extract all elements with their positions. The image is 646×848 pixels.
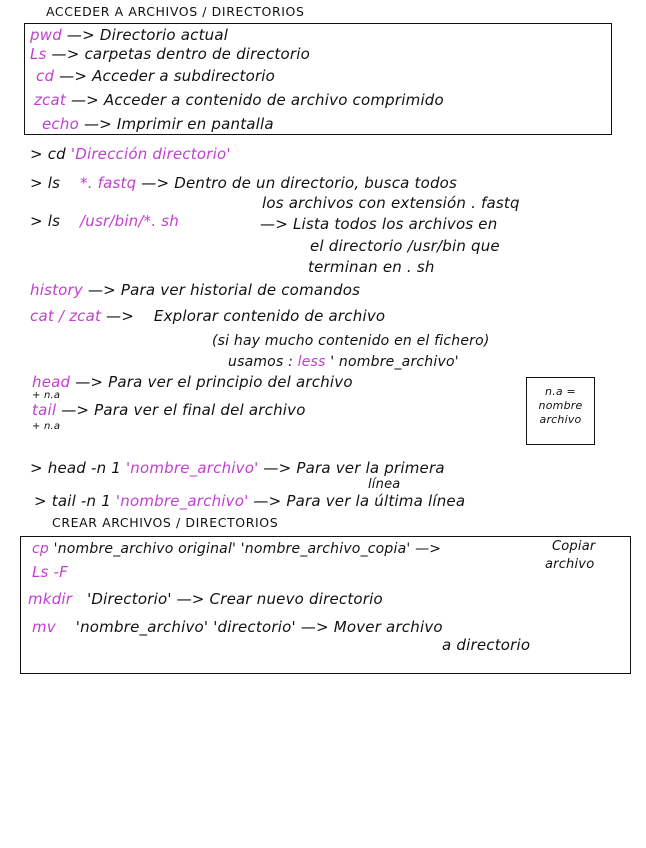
- cmd-row-ls-f: [32, 565, 68, 580]
- cmd-desc: Mover archivo: [333, 618, 443, 636]
- cmd-name: cd: [36, 67, 55, 85]
- arrow: —>: [263, 459, 292, 477]
- cmd-name: tail: [32, 401, 57, 419]
- cmd-row-cat: [30, 309, 385, 324]
- cmd-name: cp: [32, 541, 49, 557]
- arrow: —>: [415, 541, 442, 557]
- example-arg: *. fastq: [80, 174, 137, 192]
- cat-note1: (si hay mucho contenido en el fichero): [212, 333, 490, 349]
- arrow: —>: [83, 115, 112, 133]
- cmd-row-tail: [32, 403, 306, 418]
- cmd-name: head: [32, 373, 71, 391]
- example-cd: [30, 147, 231, 162]
- cmd-name: history: [30, 281, 83, 299]
- example-desc: Lista todos los archivos en: [292, 215, 498, 233]
- cmd-args: 'nombre_archivo' 'directorio': [75, 618, 296, 636]
- note-prefix: usamos :: [228, 354, 294, 370]
- cmd-row-history: [30, 283, 360, 298]
- arrow: —>: [87, 281, 116, 299]
- example-arg: 'nombre_archivo': [125, 459, 259, 477]
- cmd-args: 'Directorio': [87, 590, 172, 608]
- example-desc: Dentro de un directorio, busca todos: [174, 174, 458, 192]
- cmd-name: echo: [42, 115, 79, 133]
- cmd-args: 'nombre_archivo original' 'nombre_archivo_copia': [53, 541, 411, 557]
- arrow: —>: [66, 26, 95, 44]
- note-arg: ' nombre_archivo': [330, 354, 459, 370]
- legend-line3: archivo: [539, 413, 582, 426]
- cmd-name: Ls -F: [32, 563, 68, 581]
- arrow: —>: [176, 590, 205, 608]
- cmd-row-pwd: [30, 28, 228, 43]
- example-prefix: > ls: [30, 174, 61, 192]
- arrow: —>: [61, 401, 90, 419]
- example-ls-fastq-desc2: los archivos con extensión . fastq: [262, 194, 520, 212]
- legend-line2: nombre: [538, 399, 583, 412]
- example-tail: [34, 494, 465, 509]
- arrow: —>: [141, 174, 170, 192]
- example-prefix: > cd: [30, 145, 66, 163]
- example-ls-usrbin: [30, 214, 179, 229]
- arrow: —>: [75, 373, 104, 391]
- cmd-row-cp: [32, 542, 441, 556]
- example-prefix: > ls: [30, 212, 61, 230]
- example-arg: 'nombre_archivo': [115, 492, 249, 510]
- cmd-name: zcat: [34, 91, 66, 109]
- cmd-row-mv: [32, 620, 443, 635]
- cmd-desc: Crear nuevo directorio: [209, 590, 383, 608]
- cmd-desc: Explorar contenido de archivo: [153, 307, 386, 325]
- cmd-name: Ls: [30, 45, 47, 63]
- cat-note2: [228, 355, 459, 369]
- example-head: [30, 461, 445, 476]
- cp-desc1: Copiar: [552, 539, 596, 554]
- example-arg: 'Dirección directorio': [70, 145, 231, 163]
- example-prefix: > head -n 1: [30, 459, 121, 477]
- arrow: —>: [253, 492, 282, 510]
- example-desc: Para ver la última línea: [286, 492, 466, 510]
- example-ls-usrbin-desc2: el directorio /usr/bin que: [310, 237, 500, 255]
- example-ls-usrbin-desc: [260, 217, 497, 232]
- cmd-desc: Para ver el principio del archivo: [108, 373, 353, 391]
- cmd-desc: Acceder a contenido de archivo comprimido: [103, 91, 444, 109]
- example-ls-usrbin-desc3: terminan en . sh: [308, 258, 435, 276]
- mv-desc2: a directorio: [442, 636, 531, 654]
- arrow: —>: [260, 215, 288, 233]
- note-cmd: less: [297, 354, 326, 370]
- cmd-desc: Para ver el final del archivo: [94, 401, 306, 419]
- legend-line1: n.a =: [545, 385, 576, 398]
- cmd-name: mkdir: [28, 590, 73, 608]
- section-title-create: CREAR ARCHIVOS / DIRECTORIOS: [52, 515, 279, 530]
- arrow: —>: [51, 45, 80, 63]
- arrow: —>: [70, 91, 99, 109]
- tail-sub: + n.a: [32, 421, 61, 432]
- cmd-row-mkdir: [28, 592, 383, 607]
- example-ls-fastq: [30, 176, 457, 191]
- cmd-row-zcat: [34, 93, 444, 108]
- cmd-desc: Acceder a subdirectorio: [92, 67, 276, 85]
- arrow: —>: [300, 618, 329, 636]
- example-desc: Para ver la primera: [296, 459, 445, 477]
- cmd-name: pwd: [30, 26, 62, 44]
- head-sub: + n.a: [32, 390, 61, 401]
- cmd-row-head: [32, 375, 353, 390]
- cmd-desc: Imprimir en pantalla: [116, 115, 274, 133]
- cmd-name: mv: [32, 618, 56, 636]
- cmd-row-cd: [36, 69, 275, 84]
- cmd-name: cat / zcat: [30, 307, 102, 325]
- cmd-desc: Directorio actual: [99, 26, 229, 44]
- cmd-row-echo: [42, 117, 274, 132]
- cmd-desc: Para ver historial de comandos: [120, 281, 361, 299]
- cmd-desc: carpetas dentro de directorio: [84, 45, 310, 63]
- example-head-desc2: línea: [368, 477, 401, 492]
- example-arg: /usr/bin/*. sh: [80, 212, 180, 230]
- cp-desc2: archivo: [545, 557, 595, 572]
- cmd-row-ls: [30, 47, 310, 62]
- example-prefix: > tail -n 1: [34, 492, 111, 510]
- section-title-access: ACCEDER A ARCHIVOS / DIRECTORIOS: [46, 4, 305, 19]
- arrow: —>: [59, 67, 88, 85]
- arrow: —>: [106, 307, 135, 325]
